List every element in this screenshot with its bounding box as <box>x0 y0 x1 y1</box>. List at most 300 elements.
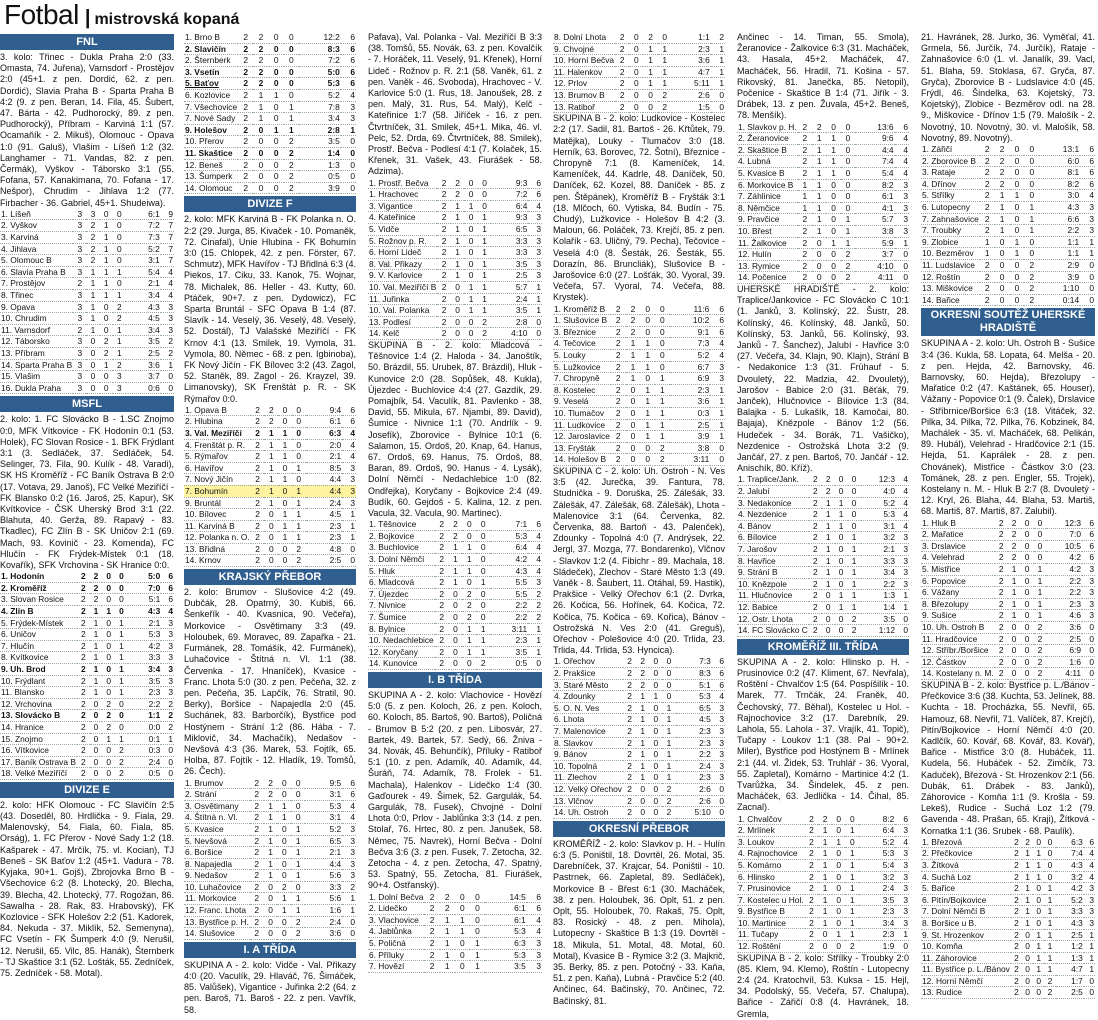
team-name: 9. Holešov <box>185 124 227 135</box>
stat-cell: 0 <box>455 328 460 339</box>
table-row <box>737 509 909 521</box>
stat-cell: 2 <box>243 66 249 77</box>
points-cell: 6 <box>903 121 908 132</box>
score-cell: 0:0 <box>148 721 161 732</box>
score-cell: 0:3 <box>697 407 710 418</box>
stat-cell: 0 <box>836 917 841 928</box>
section-header-km3: KROMĚŘÍŽ III. TŘÍDA <box>737 639 909 655</box>
stat-cell: 1 <box>825 578 831 589</box>
points-cell: 6 <box>350 404 355 415</box>
stat-cell: 2 <box>998 517 1004 528</box>
stat-cell: 2 <box>816 121 822 132</box>
stat-cell: 1 <box>1047 952 1053 963</box>
stat-cell: 0 <box>106 571 112 582</box>
stat-cell: 2 <box>254 858 260 869</box>
team-name: 1. Slavkov p. H. <box>738 121 797 132</box>
stat-cell: 1 <box>1011 587 1017 598</box>
stat-cell: 3 <box>90 208 96 219</box>
stat-cell: 2 <box>812 532 818 543</box>
points-cell: 6 <box>350 43 355 54</box>
column-4 <box>553 32 725 1006</box>
stat-cell: 0 <box>282 916 287 927</box>
stat-cell: 0 <box>838 474 844 485</box>
table-row <box>921 190 1095 202</box>
stat-cell: 0 <box>93 721 99 732</box>
stat-cell: 2 <box>1037 633 1043 644</box>
stat-cell: 3 <box>77 347 83 358</box>
table-row <box>737 168 909 180</box>
points-cell: 3 <box>719 772 724 783</box>
score-cell: 3:3 <box>148 652 161 663</box>
column-5 <box>737 32 909 1019</box>
stat-cell: 0 <box>468 270 474 281</box>
stat-cell: 2 <box>984 167 990 178</box>
stat-cell: 0 <box>268 928 273 939</box>
table-row <box>553 702 725 714</box>
table-row <box>368 281 542 293</box>
stat-cell: 1 <box>831 237 836 248</box>
table-row <box>184 778 356 789</box>
table-row <box>184 113 356 125</box>
stat-cell: 0 <box>93 698 99 709</box>
stat-cell: 2 <box>429 926 435 937</box>
table-row <box>368 293 542 305</box>
score-cell: 4:10 <box>511 328 528 339</box>
stat-cell: 1 <box>282 812 287 823</box>
stat-cell: 2 <box>80 594 86 605</box>
stat-cell: 0 <box>831 121 836 132</box>
stat-cell: 2 <box>255 555 260 566</box>
points-cell: 3 <box>536 961 541 972</box>
stat-cell: 0 <box>273 171 279 182</box>
score-cell: 2:2 <box>1067 225 1080 236</box>
team-name: 4. Zlín B <box>1 605 34 616</box>
team-name: 4. Štítná n. Vl. <box>185 812 238 823</box>
stat-cell: 1 <box>268 451 274 462</box>
table-row <box>368 316 542 328</box>
ib-report-a: SKUPINA A - 2. kolo: Vlachovice - Hovězí 5:0 (5. z pen. Koloch, 26. z pen. Koloch, 60. Koloch, 85. Bartoš, 90. Bartoš), Poličná - Brumov B 5:2 (20. z pen. Libosvár, 27. Bartek, 49. Bartek, 57. Sedý, 66. Žniva - 34. Novák, 45. Behunčík), Příluky - Ratiboř 5:1 (10. z pen. Adamík, 40. Adamík, 44. Šuráň, 74. Adamík, 78. Frolek - 51. Machala), Halenkov - Lidečko 1:4 (30. Gaďourek - 49. Šimek, 52. Gargulák, 54. Gargulák, 78. Fusek), Chvojné - Dolní Lhota 0:0, Prlov - Jablůnka 3:3 (14. z pen. Stolař, 76. Hrtec, 80. z pen. Janušek, 58. Němec, 75. Navrek), Horní Bečva - Dolní Bečva 3:6 (3. z pen. Fusek, 7. Zetocha, 32. Zetocha - 4. z pen. Zetocha, 47. Spatný, 53. Spatný, 55. Zetocha, 81. Fiurášek, 90+4. Ostřanský). <box>368 689 542 891</box>
stat-cell: 2 <box>255 520 260 531</box>
stat-cell: 1 <box>851 532 857 543</box>
team-name: 12. Beneš <box>185 159 223 170</box>
points-cell: 1 <box>536 305 541 316</box>
stat-cell: 1 <box>822 825 828 836</box>
stat-cell: 0 <box>1011 656 1017 667</box>
ia-report-cont: Pafava), Val. Polanka - Val. Meziříčí B 3:3 (38. Tomšů, 55. Novák, 63. z pen. Kovalčík - 7. Horáček, 11. Veselý, 91. Křenek), Horní Lideč - Rožnov p. R. 2:1 (58. Vaněk, 61. z pen. Vaněk - 46. Svoboda), Hrachovec - V. Karlovice 5:0 (1. Rus, 18. Janoušek, 28. z pen. Malý, 31. Rus, 54. Malý), Kelč - Kateřinice 1:7 (58. Jiříček - 16. z pen. Čtvrtníček, 31. Smilek, 45+1. Mika, 46. vl. Pelc, 52. Drda, 69. Čtvrtníček, 88. Smilek), Prostř. Bečva - Podlesí 4:1 (7. Kolaček, 15. Křenek, 31. Vašek, 43. Fiurášek - 58. Adzima). <box>368 32 542 177</box>
score-cell: 5:11 <box>694 78 710 89</box>
stat-cell: 2 <box>984 283 990 294</box>
stat-cell: 1 <box>630 349 636 360</box>
stat-cell: 1 <box>282 800 287 811</box>
stat-cell: 0 <box>268 893 273 904</box>
score-cell: 5:3 <box>327 78 340 89</box>
stat-cell: 0 <box>468 212 474 223</box>
table-row <box>553 326 725 338</box>
stat-cell: 0 <box>93 745 99 756</box>
stat-cell: 0 <box>106 652 112 663</box>
stat-cell: 0 <box>836 883 841 894</box>
fnl-report: 3. kolo: Třinec - Dukla Praha 2:0 (33. Omasta, 74. Juřena), Varnsdorf - Prostějov 2:0 (45+1. z pen. Dordić, 62. z pen. Dordić), Slavia Praha B - Sparta Praha B 4:2 (9. z pen. Beran, 14. Fila, 45. Šubert, 47. Bárta - 42. Pudhorocký, 89. z pen. Pudhorocký), Příbram - Karviná 1:1 (57. Ocamaňík - 2. Mikuš), Olomouc - Opava 1:0 (91. Galuš), Vlašim - Líšeň 1:2 (32. Langhamer - 71. Vandas, 82. z pen. Čermák), Vyškov - Táborsko 3:1 (55. Fofana, 57. Kanakimana, 70. Fofana - 17. Nešpor), Chrudim - Jihlava 1:2 (77. Firbacher - 36. Gabriel, 45+1. Shudeiwa). <box>0 52 174 208</box>
points-cell: 6 <box>536 891 541 902</box>
points-cell: 0 <box>1089 975 1094 986</box>
stat-cell: 0 <box>467 577 472 588</box>
team-name: 5. Kvasice B <box>738 168 785 178</box>
table-row <box>0 768 174 780</box>
score-cell: 1:3 <box>883 590 896 601</box>
team-name: 10. Chrudim <box>1 313 47 324</box>
stat-cell: 2 <box>80 675 86 686</box>
table-row <box>184 893 356 905</box>
team-name: 7. Nové Sady <box>185 113 236 124</box>
points-cell: 3 <box>1089 225 1094 236</box>
points-cell: 0 <box>350 182 355 193</box>
team-name: 12. Koryčany <box>369 646 418 657</box>
op-report-cont: Ančinec - 14. Timan, 55. Smola), Žeranovice - Žalkovice 6:3 (31. Macháček, 43. Hasala, 45+2. Macháček, 47. Macháček, 56. Hradil, 71. Košina - 57. Rikovský, 81. Janečka, 85. Netopil), Počenice - Skaštice B 1:4 (71. Jiřík - 3. Drábek, 13. z pen. Žuvala, 45+2. Beneš, 78. Menšík). <box>737 32 909 121</box>
stat-cell: 2 <box>802 144 808 155</box>
section-header-fnl: FNL <box>0 34 174 50</box>
stat-cell: 1 <box>822 836 828 847</box>
table-row <box>921 167 1095 179</box>
stat-cell: 2 <box>429 914 435 925</box>
table-row <box>921 236 1095 248</box>
page-header <box>0 0 360 30</box>
team-name: 4. Velehrad <box>922 552 965 563</box>
table-row <box>0 347 174 359</box>
points-cell: 3 <box>903 191 908 202</box>
table-row <box>184 439 356 451</box>
points-cell: 1 <box>903 601 908 612</box>
team-name: 1. Zářičí <box>922 144 953 155</box>
stat-cell: 0 <box>282 789 287 800</box>
stat-cell: 1 <box>984 236 990 247</box>
score-cell: 4:5 <box>148 313 160 324</box>
score-cell: 2:1 <box>329 451 342 462</box>
stat-cell: 2 <box>1029 259 1035 270</box>
team-name: 10. Uh. Ostroh B <box>922 621 985 632</box>
stat-cell: 1 <box>93 629 99 640</box>
stat-cell: 1 <box>268 858 273 869</box>
score-cell: 3:7 <box>881 249 894 260</box>
table-row <box>737 520 909 532</box>
stat-cell: 0 <box>268 543 274 554</box>
score-cell: 3:4 <box>148 290 160 300</box>
stat-cell: 2 <box>809 859 814 870</box>
stat-cell: 2 <box>258 66 264 77</box>
team-name: 13. Fryšták <box>554 442 596 453</box>
score-cell: 5:3 <box>329 800 342 811</box>
stat-cell: 0 <box>1025 952 1030 963</box>
stat-cell: 2 <box>119 745 124 756</box>
stat-cell: 0 <box>106 675 112 686</box>
score-cell: 3:4 <box>883 567 896 578</box>
points-cell: 2 <box>536 588 541 599</box>
points-cell: 3 <box>168 652 173 663</box>
table-row <box>553 338 725 350</box>
table-row <box>0 605 174 617</box>
stat-cell: 2 <box>439 623 444 634</box>
stat-cell: 1 <box>482 293 487 304</box>
stat-cell: 2 <box>254 916 260 927</box>
points-cell: 6 <box>350 66 355 77</box>
table-row <box>553 396 725 408</box>
stat-cell: 0 <box>831 260 836 271</box>
score-cell: 7:0 <box>1069 529 1082 540</box>
stat-cell: 2 <box>640 679 646 690</box>
points-cell: 1 <box>719 419 724 430</box>
stat-cell: 1 <box>831 133 836 144</box>
table-row <box>368 178 542 189</box>
score-cell: 6:1 <box>329 416 342 427</box>
score-cell: 3:6 <box>698 55 710 66</box>
stat-cell: 0 <box>630 442 636 453</box>
points-cell: 3 <box>536 235 541 246</box>
score-cell: 5:3 <box>515 530 528 541</box>
team-name: 16. Vítkovice <box>1 745 49 756</box>
team-name: 12. Prlov <box>554 78 588 89</box>
table-row <box>0 243 174 255</box>
points-cell: 1 <box>350 905 355 916</box>
stat-cell: 1 <box>258 113 264 124</box>
stat-cell: 2 <box>439 646 444 657</box>
score-cell: 4:3 <box>148 301 160 312</box>
stat-cell: 0 <box>282 847 287 858</box>
score-cell: 2:3 <box>882 929 895 940</box>
table-row <box>737 871 909 883</box>
table-row <box>921 283 1095 295</box>
table-row <box>368 577 542 589</box>
score-cell: 2:6 <box>699 783 711 794</box>
stat-cell: 1 <box>660 431 665 442</box>
stat-cell: 1 <box>295 858 301 869</box>
team-name: 14. FC Slovácko C <box>738 625 808 636</box>
points-cell: 3 <box>719 714 724 725</box>
points-cell: 6 <box>1089 529 1094 540</box>
stat-cell: 2 <box>1014 883 1019 894</box>
team-name: 5. Frýdek-Místek <box>1 617 64 628</box>
stat-cell: 2 <box>662 89 668 100</box>
stat-cell: 0 <box>295 789 301 800</box>
table-row <box>184 182 356 194</box>
stat-cell: 0 <box>282 777 287 788</box>
stat-cell: 0 <box>653 702 659 713</box>
stat-cell: 0 <box>1025 929 1030 940</box>
stat-cell: 2 <box>619 101 625 112</box>
team-name: 7. Troubky <box>922 225 962 236</box>
team-name: 8. Bylnice <box>369 623 406 634</box>
stat-cell: 2 <box>809 929 814 940</box>
stat-cell: 0 <box>273 136 279 147</box>
os-table-b <box>921 837 1095 999</box>
score-cell: 4:1 <box>881 202 894 213</box>
points-cell: 3 <box>536 258 541 269</box>
team-name: 6. Horní Lideč <box>369 247 422 258</box>
stat-cell: 1 <box>93 640 99 651</box>
stat-cell: 1 <box>296 462 302 473</box>
stat-cell: 2 <box>619 66 625 77</box>
score-cell: 5:5 <box>515 577 528 588</box>
stat-cell: 1 <box>282 439 288 450</box>
stat-cell: 0 <box>1011 621 1017 632</box>
stat-cell: 1 <box>467 553 472 564</box>
stat-cell: 1 <box>645 407 650 418</box>
stat-cell: 1 <box>460 926 465 937</box>
table-row <box>0 290 174 302</box>
table-row <box>0 594 174 606</box>
stat-cell: 0 <box>838 567 844 578</box>
points-cell: 1 <box>536 635 541 646</box>
stat-cell: 2 <box>984 178 990 189</box>
team-name: 11. Halenkov <box>554 66 603 77</box>
stat-cell: 2 <box>627 702 632 713</box>
points-cell: 1 <box>168 733 173 744</box>
stat-cell: 3 <box>77 255 83 266</box>
stat-cell: 1 <box>816 144 822 155</box>
stat-cell: 2 <box>289 182 294 193</box>
stat-cell: 0 <box>838 578 844 589</box>
table-row <box>921 529 1095 541</box>
team-name: 9. Veselá <box>554 396 589 407</box>
stat-cell: 2 <box>467 611 472 622</box>
score-cell: 5:3 <box>699 691 711 702</box>
stat-cell: 2 <box>1014 987 1019 998</box>
points-cell: 6 <box>350 416 355 427</box>
stat-cell: 1 <box>295 847 301 858</box>
points-cell: 3 <box>350 858 355 869</box>
table-row <box>0 336 174 348</box>
stat-cell: 0 <box>634 78 639 89</box>
table-row <box>368 600 542 612</box>
table-row <box>184 485 356 497</box>
score-cell: 9:1 <box>697 326 710 337</box>
stat-cell: 2 <box>254 893 260 904</box>
team-name: 12. Roštín <box>922 271 961 282</box>
stat-cell: 0 <box>662 32 668 42</box>
stat-cell: 0 <box>117 220 122 231</box>
points-cell: 6 <box>1089 144 1094 155</box>
stat-cell: 0 <box>1029 167 1035 178</box>
stat-cell: 2 <box>441 224 447 235</box>
stat-cell: 0 <box>1029 178 1035 189</box>
stat-cell: 0 <box>480 542 486 553</box>
points-cell: 3 <box>719 737 724 748</box>
stat-cell: 1 <box>630 338 636 349</box>
stat-cell: 0 <box>106 768 112 779</box>
stat-cell: 2 <box>812 543 818 554</box>
stat-cell: 0 <box>851 509 857 520</box>
stat-cell: 2 <box>441 281 447 292</box>
score-cell: 9:5 <box>329 777 342 788</box>
stat-cell: 0 <box>453 635 458 646</box>
stat-cell: 2 <box>998 645 1004 656</box>
stat-cell: 0 <box>851 497 857 508</box>
score-cell: 3:3 <box>515 235 528 246</box>
team-name: 3. Val. Meziříčí <box>185 427 242 438</box>
points-cell: 6 <box>719 656 724 667</box>
score-cell: 3:8 <box>697 442 710 453</box>
page-title: Fotbal <box>4 0 79 30</box>
points-cell: 1 <box>536 293 541 304</box>
table-row <box>921 518 1095 529</box>
team-name: 1. Hrachovec <box>369 189 419 200</box>
score-cell: 3:5 <box>515 646 528 657</box>
stat-cell: 1 <box>292 485 306 497</box>
table-row <box>184 474 356 486</box>
stat-cell: 2 <box>1037 645 1043 656</box>
stat-cell: 2 <box>482 328 487 339</box>
stat-cell: 1 <box>1025 859 1030 870</box>
team-name: 7. Kostelec u Hol. <box>738 894 804 905</box>
table-row <box>737 133 909 145</box>
team-name: 12. Stříbr./Boršice <box>922 645 989 656</box>
stat-cell: 1 <box>1037 587 1043 598</box>
score-cell: 2:1 <box>883 543 896 554</box>
stat-cell: 1 <box>822 917 828 928</box>
stat-cell: 2 <box>615 303 621 314</box>
table-row <box>184 847 356 859</box>
score-cell: 12:3 <box>1064 517 1082 528</box>
stat-cell: 2 <box>80 640 86 651</box>
stat-cell: 2 <box>80 571 86 582</box>
team-name: 11. Varnsdorf <box>1 324 51 335</box>
stat-cell: 2 <box>851 613 857 624</box>
stat-cell: 0 <box>273 43 279 54</box>
table-row <box>553 407 725 419</box>
points-cell: 6 <box>350 78 355 89</box>
stat-cell: 2 <box>117 313 122 324</box>
team-name: 2. Slavičín <box>185 43 226 54</box>
stat-cell: 0 <box>282 555 288 566</box>
stat-cell: 0 <box>296 439 302 450</box>
stat-cell: 1 <box>1025 848 1030 859</box>
table-row <box>553 89 725 101</box>
stat-cell: 0 <box>106 756 112 767</box>
stat-cell: 0 <box>1025 964 1030 975</box>
os-report-b: SKUPINA B - 2. kolo: Bystřice p. L./Bánov - Přečkovice 3:6 (38. Kuchta, 53. Jelínek, 88. Kuchta - 18. Procházka, 55. Nevřil, 65. Hamouz, 68. Nevřil, 71. Valíček, 87. Krejčí), Pitín/Bojkovice - Horní Němčí 4:0 (20. Kadlčík, 60. Kovář, 68. Kovář, 83. Kovář), Bařice - Mistřice 3:0 (8. Hubáček, 11. Kudela, 56. Hubáček - 52. Zimčík, 73. Kaduček), Březová - St. Hrozenkov 2:1 (56. Dubák, 61. Drábek - 83. Janků), Záhorovice - Komňa 1:1 (9. Krošla - 59. Lekeš), Rudice - Suchá Loz 1:2 (79. Gavenda - 48. Prašan, 65. Kraji), Žítková - Kornatka 1:1 (36. Srubek - 68. Paulík). <box>921 679 1095 836</box>
stat-cell: 1 <box>296 532 302 543</box>
stat-cell: 1 <box>444 949 450 960</box>
points-cell: 6 <box>1089 155 1094 166</box>
stat-cell: 2 <box>255 439 260 450</box>
stat-cell: 1 <box>662 66 668 77</box>
stat-cell: 2 <box>255 509 260 520</box>
team-name: 6. Pitín/Bojkovice <box>922 894 987 905</box>
stat-cell: 0 <box>106 687 112 698</box>
team-name: 4. Jablůnka <box>369 926 412 937</box>
stat-cell: 2 <box>812 590 818 601</box>
stat-cell: 1 <box>268 427 274 438</box>
table-row <box>737 260 909 272</box>
stat-cell: 0 <box>282 497 288 508</box>
stat-cell: 0 <box>999 294 1005 305</box>
team-name: 12. Franc. Lhota <box>185 905 246 916</box>
stat-cell: 1 <box>90 324 96 335</box>
stat-cell: 2 <box>1014 941 1019 952</box>
stat-cell: 2 <box>444 891 450 902</box>
op-table-km <box>737 122 909 284</box>
table-row <box>184 32 356 43</box>
stat-cell: 0 <box>634 43 639 54</box>
points-cell: 7 <box>168 255 173 266</box>
stat-cell: 1 <box>849 848 855 859</box>
table-row <box>921 964 1095 976</box>
stat-cell: 2 <box>802 214 808 225</box>
score-cell: 7:4 <box>1071 848 1083 859</box>
stat-cell: 0 <box>282 870 287 881</box>
table-row <box>184 916 356 928</box>
team-name: 7. Nivnice <box>369 600 406 611</box>
stat-cell: 1 <box>268 823 273 834</box>
stat-cell: 1 <box>822 859 828 870</box>
